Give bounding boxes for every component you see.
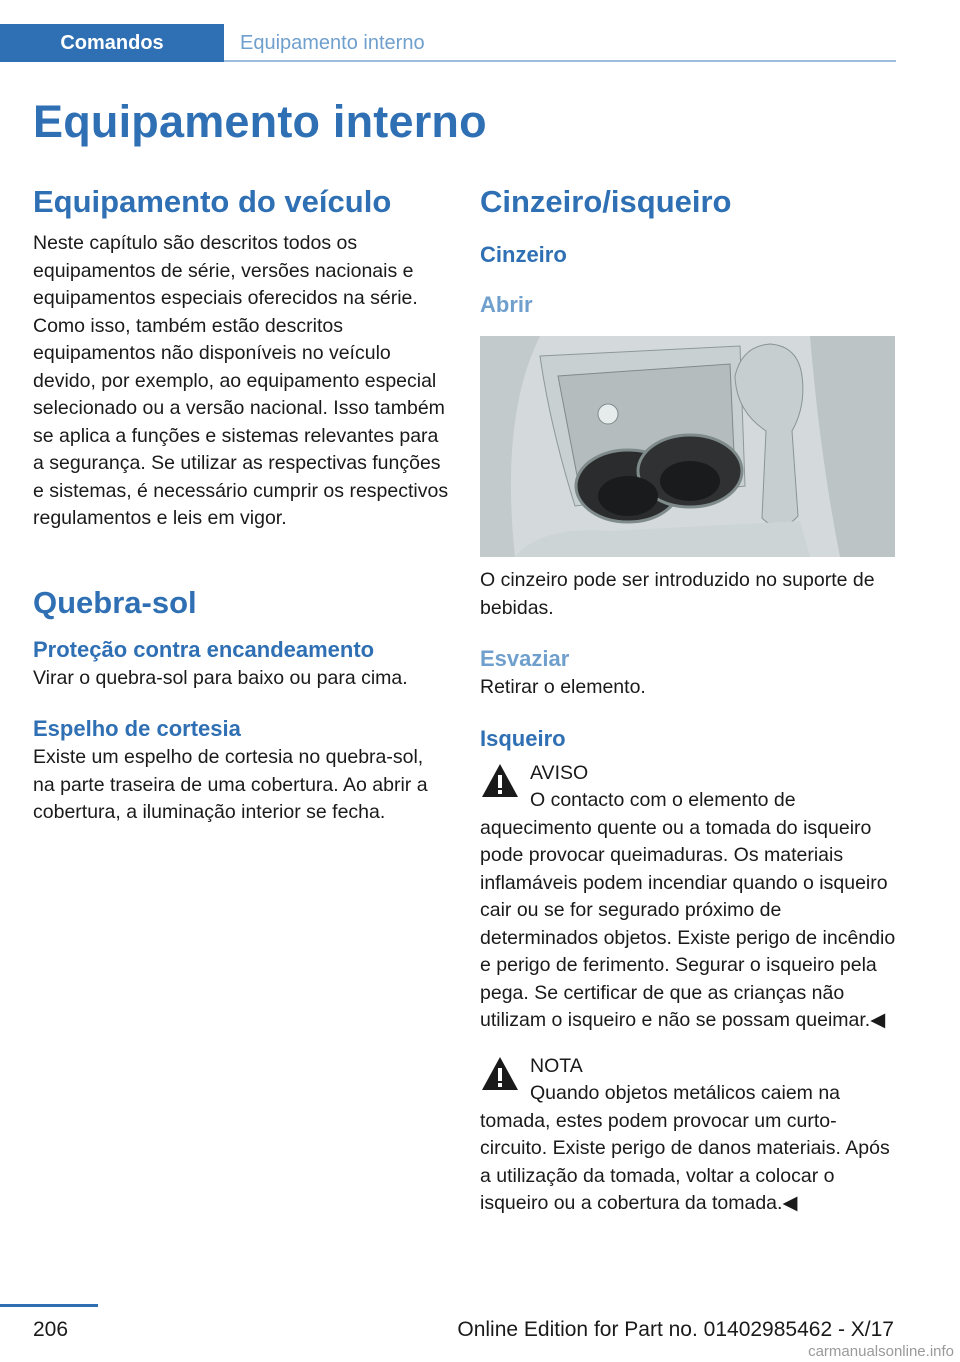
lighter-heading: Isqueiro: [480, 725, 566, 751]
footer-edition: Online Edition for Part no. 01402985462 - X/17: [457, 1318, 894, 1341]
warning-label: AVISO: [530, 761, 589, 784]
sun-visor-heading: Quebra-sol: [33, 584, 197, 620]
vanity-mirror-body: Existe um espelho de cortesia no quebra-sol, na parte traseira de uma cobertura. Ao abrir a cobertura, a iluminação interior se fecha.: [33, 746, 428, 823]
empty-heading: Esvaziar: [480, 646, 570, 671]
left-column: [33, 180, 449, 827]
right-column: [480, 180, 896, 1218]
vehicle-equipment-body: Neste capítulo são descritos todos os equipamentos de série, versões nacionais e equipamentos especiais oferecidos na série. Como isso, também estão descritos equipamentos não disponíveis no veículo devido, por exemplo, ao equipamento especial selecionado ou a versão nacional. Isso também se aplica a funções e sistemas relevantes para a segurança. Se utilizar as respectivas funções e sistemas, é necessário cumprir os respectivos regulamentos e leis em vigor.: [33, 232, 449, 529]
ashtray-caption: O cinzeiro pode ser introduzido no suporte de bebidas.: [480, 569, 875, 619]
header-subsection: Equipamento interno: [240, 31, 425, 54]
ashtray-in-cupholder-image: [480, 336, 895, 557]
warning-block: [480, 760, 896, 1035]
ashtray-illustration: [480, 336, 895, 557]
note-body: Quando objetos metálicos caiem na tomada, estes podem provocar um curto-circuito. Existe perigo de danos materiais. Após a utilização da tomada, voltar a colocar o isqueiro ou a cobertura da tomada.◀: [480, 1082, 890, 1214]
page-title: Equipamento interno: [33, 96, 487, 147]
header-rule: [224, 60, 896, 62]
watermark: carmanualsonline.info: [808, 1343, 954, 1360]
glare-protection-body: Virar o quebra-sol para baixo ou para cima.: [33, 666, 408, 689]
warning-triangle-icon: [480, 1055, 520, 1093]
vehicle-equipment-heading: Equipamento do veículo: [33, 184, 392, 219]
vanity-mirror-heading: Espelho de cortesia: [33, 716, 241, 741]
open-heading: Abrir: [480, 292, 533, 317]
warning-triangle-icon: [480, 762, 520, 800]
empty-body: Retirar o elemento.: [480, 676, 646, 698]
footer-rule: [0, 1304, 98, 1307]
note-block: [480, 1053, 896, 1218]
header-section-tab: Comandos: [0, 24, 224, 62]
glare-protection-heading: Proteção contra encandeamento: [33, 636, 375, 662]
page-number: 206: [33, 1318, 69, 1341]
warning-body: O contacto com o elemento de aquecimento quente ou a tomada do isqueiro pode provocar queimaduras. Os materiais inflamáveis podem incendiar quando o isqueiro cair ou se for segurado próximo de determinados objetos. Existe perigo de incêndio e perigo de ferimento. Segurar o isqueiro pela pega. Se certificar de que as crianças não utilizam o isqueiro e não se possam queimar.◀: [480, 789, 896, 1031]
note-label: NOTA: [530, 1054, 583, 1077]
ashtray-heading: Cinzeiro: [480, 242, 567, 267]
ashtray-lighter-heading: Cinzeiro/isqueiro: [480, 184, 732, 219]
